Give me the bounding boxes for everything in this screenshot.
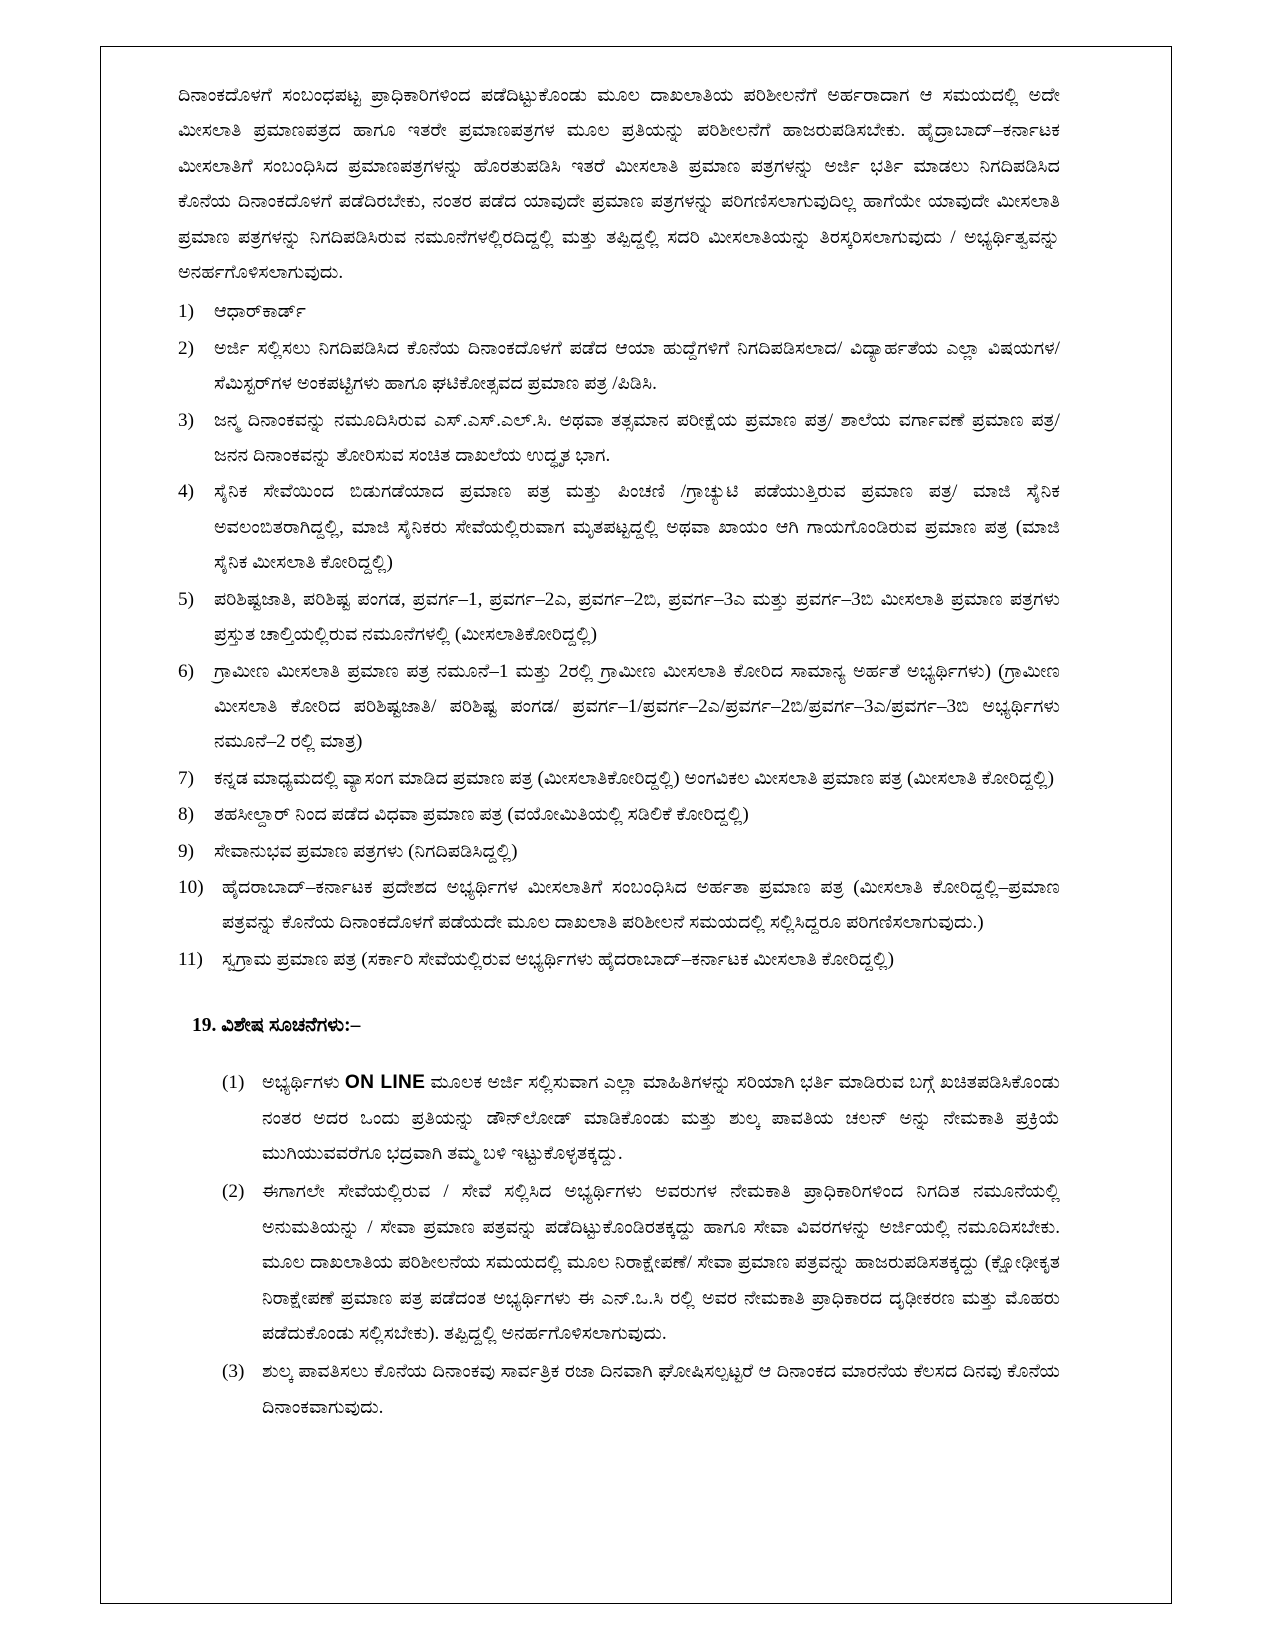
list-item (178, 582, 1060, 653)
list-marker: 6) (178, 660, 194, 682)
list-item-text: ಅರ್ಜಿ ಸಲ್ಲಿಸಲು ನಿಗದಿಪಡಿಸಿದ ಕೊನೆಯ ದಿನಾಂಕದೊಳಗೆ ಪಡೆದ ಆಯಾ ಹುದ್ದೆಗಳಿಗೆ ನಿಗದಿಪಡಿಸಲಾದ/ ವಿದ್ಯಾರ್ಹತೆಯ ಎಲ್ಲಾ ವಿಷಯಗಳ/ ಸೆಮಿಸ್ಟರ್‌ಗಳ ಅಂಕಪಟ್ಟಿಗಳು ಹಾಗೂ ಘಟಿಕೋತ್ಸವದ ಪ್ರಮಾಣ ಪತ್ರ /ಪಿಡಿಸಿ. (214, 337, 1060, 395)
list-item-text: ಕನ್ನಡ ಮಾಧ್ಯಮದಲ್ಲಿ ವ್ಯಾಸಂಗ ಮಾಡಿದ ಪ್ರಮಾಣ ಪತ್ರ (ಮೀಸಲಾತಿಕೋರಿದ್ದಲ್ಲಿ) ಅಂಗವಿಕಲ ಮೀಸಲಾತಿ ಪ್ರಮಾಣ ಪತ್ರ (ಮೀಸಲಾತಿ ಕೋರಿದ್ದಲ್ಲಿ) (214, 767, 1055, 789)
list-marker: (3) (222, 1360, 245, 1382)
required-documents-list (178, 294, 1060, 977)
list-item (178, 834, 1060, 869)
list-marker: 3) (178, 409, 194, 431)
instruction-text-before: ಅಭ್ಯರ್ಥಿಗಳು (262, 1072, 345, 1094)
list-marker: 7) (178, 767, 194, 789)
intro-paragraph: ದಿನಾಂಕದೊಳಗೆ ಸಂಬಂಧಪಟ್ಟ ಪ್ರಾಧಿಕಾರಿಗಳಿಂದ ಪಡೆದಿಟ್ಟುಕೊಂಡು ಮೂಲ ದಾಖಲಾತಿಯ ಪರಿಶೀಲನೆಗೆ ಅರ್ಹರಾದಾಗ ಆ ಸಮಯದಲ್ಲಿ ಅದೇ ಮೀಸಲಾತಿ ಪ್ರಮಾಣಪತ್ರದ ಹಾಗೂ ಇತರೇ ಪ್ರಮಾಣಪತ್ರಗಳ ಮೂಲ ಪ್ರತಿಯನ್ನು ಪರಿಶೀಲನೆಗೆ ಹಾಜರುಪಡಿಸಬೇಕು. ಹೈದ್ರಾಬಾದ್–ಕರ್ನಾಟಕ ಮೀಸಲಾತಿಗೆ ಸಂಬಂಧಿಸಿದ ಪ್ರಮಾಣಪತ್ರಗಳನ್ನು ಹೊರತುಪಡಿಸಿ ಇತರೆ ಮೀಸಲಾತಿ ಪ್ರಮಾಣ ಪತ್ರಗಳನ್ನು ಅರ್ಜಿ ಭರ್ತಿ ಮಾಡಲು ನಿಗದಿಪಡಿಸಿದ ಕೊನೆಯ ದಿನಾಂಕದೊಳಗೆ ಪಡೆದಿರಬೇಕು, ನಂತರ ಪಡೆದ ಯಾವುದೇ ಪ್ರಮಾಣ ಪತ್ರಗಳನ್ನು ಪರಿಗಣಿಸಲಾಗುವುದಿಲ್ಲ ಹಾಗೆಯೇ ಯಾವುದೇ ಮೀಸಲಾತಿ ಪ್ರಮಾಣ ಪತ್ರಗಳನ್ನು ನಿಗದಿಪಡಿಸಿರುವ ನಮೂನೆಗಳಲ್ಲಿರದಿದ್ದಲ್ಲಿ ಮತ್ತು ತಪ್ಪಿದ್ದಲ್ಲಿ ಸದರಿ ಮೀಸಲಾತಿಯನ್ನು ತಿರಸ್ಕರಿಸಲಾಗುವುದು / ಅಭ್ಯರ್ಥಿತ್ವವನ್ನು ಅನರ್ಹಗೊಳಿಸಲಾಗುವುದು. (178, 85, 1060, 284)
list-item (178, 474, 1060, 580)
list-marker: 10) (178, 876, 204, 898)
online-emphasis: ON LINE (344, 1072, 426, 1094)
list-marker: 2) (178, 337, 194, 359)
list-item-text: ಹೈದರಾಬಾದ್–ಕರ್ನಾಟಕ ಪ್ರದೇಶದ ಅಭ್ಯರ್ಥಿಗಳ ಮೀಸಲಾತಿಗೆ ಸಂಬಂಧಿಸಿದ ಅರ್ಹತಾ ಪ್ರಮಾಣ ಪತ್ರ (ಮೀಸಲಾತಿ ಕೋರಿದ್ದಲ್ಲಿ–ಪ್ರಮಾಣ ಪತ್ರವನ್ನು ಕೊನೆಯ ದಿನಾಂಕದೊಳಗೆ ಪಡೆಯದೇ ಮೂಲ ದಾಖಲಾತಿ ಪರಿಶೀಲನೆ ಸಮಯದಲ್ಲಿ ಸಲ್ಲಿಸಿದ್ದರೂ ಪರಿಗಣಿಸಲಾಗುವುದು.) (222, 876, 1060, 934)
list-item-text: ಆಧಾರ್‌ಕಾರ್ಡ್ (214, 301, 306, 323)
list-item (178, 294, 1060, 329)
instruction-text-after: ಮೂಲಕ ಅರ್ಜಿ ಸಲ್ಲಿಸುವಾಗ ಎಲ್ಲಾ ಮಾಹಿತಿಗಳನ್ನು ಸರಿಯಾಗಿ ಭರ್ತಿ ಮಾಡಿರುವ ಬಗ್ಗೆ ಖಚಿತಪಡಿಸಿಕೊಂಡು ನಂತರ ಅದರ ಒಂದು ಪ್ರತಿಯನ್ನು ಡೌನ್‌ಲೋಡ್ ಮಾಡಿಕೊಂಡು ಮತ್ತು ಶುಲ್ಕ ಪಾವತಿಯ ಚಲನ್ ಅನ್ನು ನೇಮಕಾತಿ ಪ್ರಕ್ರಿಯೆ ಮುಗಿಯುವವರೆಗೂ ಭದ್ರವಾಗಿ ತಮ್ಮ ಬಳಿ ಇಟ್ಟುಕೊಳ್ಳತಕ್ಕದ್ದು. (262, 1072, 1060, 1165)
list-marker: (2) (222, 1180, 245, 1202)
list-item (178, 797, 1060, 832)
list-marker: 4) (178, 481, 194, 503)
special-instructions-list (222, 1065, 1060, 1425)
list-item (178, 942, 1060, 977)
list-marker: 11) (178, 948, 203, 970)
list-item-text: ಸೈನಿಕ ಸೇವೆಯಿಂದ ಬಿಡುಗಡೆಯಾದ ಪ್ರಮಾಣ ಪತ್ರ ಮತ್ತು ಪಿಂಚಣಿ /ಗ್ರಾಚ್ಯುಟಿ ಪಡೆಯುತ್ತಿರುವ ಪ್ರಮಾಣ ಪತ್ರ/ ಮಾಜಿ ಸೈನಿಕ ಅವಲಂಬಿತರಾಗಿದ್ದಲ್ಲಿ, ಮಾಜಿ ಸೈನಿಕರು ಸೇವೆಯಲ್ಲಿರುವಾಗ ಮೃತಪಟ್ಟದ್ದಲ್ಲಿ ಅಥವಾ ಖಾಯಂ ಆಗಿ ಗಾಯಗೊಂಡಿರುವ ಪ್ರಮಾಣ ಪತ್ರ (ಮಾಜಿ ಸೈನಿಕ ಮೀಸಲಾತಿ ಕೋರಿದ್ದಲ್ಲಿ) (214, 481, 1060, 574)
list-marker: 1) (178, 301, 194, 323)
list-item-text: ಸ್ವಗ್ರಾಮ ಪ್ರಮಾಣ ಪತ್ರ (ಸರ್ಕಾರಿ ಸೇವೆಯಲ್ಲಿರುವ ಅಭ್ಯರ್ಥಿಗಳು ಹೈದರಾಬಾದ್–ಕರ್ನಾಟಕ ಮೀಸಲಾತಿ ಕೋರಿದ್ದಲ್ಲಿ) (222, 948, 894, 970)
list-item (178, 331, 1060, 402)
list-item-text: ತಹಸೀಲ್ದಾರ್ ನಿಂದ ಪಡೆದ ವಿಧವಾ ಪ್ರಮಾಣ ಪತ್ರ (ವಯೋಮಿತಿಯಲ್ಲಿ ಸಡಿಲಿಕೆ ಕೋರಿದ್ದಲ್ಲಿ) (214, 804, 749, 826)
list-marker: 8) (178, 804, 194, 826)
list-item-text (262, 1065, 1060, 1172)
list-item (178, 403, 1060, 474)
page-content (178, 78, 1060, 1427)
list-item-text: ಗ್ರಾಮೀಣ ಮೀಸಲಾತಿ ಪ್ರಮಾಣ ಪತ್ರ ನಮೂನೆ–1 ಮತ್ತು 2ರಲ್ಲಿ ಗ್ರಾಮೀಣ ಮೀಸಲಾತಿ ಕೋರಿದ ಸಾಮಾನ್ಯ ಅರ್ಹತೆ ಅಭ್ಯರ್ಥಿಗಳು) (ಗ್ರಾಮೀಣ ಮೀಸಲಾತಿ ಕೋರಿದ ಪರಿಶಿಷ್ಟಜಾತಿ/ ಪರಿಶಿಷ್ಟ ಪಂಗಡ/ ಪ್ರವರ್ಗ–1/ಪ್ರವರ್ಗ–2ಎ/ಪ್ರವರ್ಗ–2ಬಿ/ಪ್ರವರ್ಗ–3ಎ/ಪ್ರವರ್ಗ–3ಬಿ ಅಭ್ಯರ್ಥಿಗಳು ನಮೂನೆ–2 ರಲ್ಲಿ ಮಾತ್ರ) (214, 660, 1060, 753)
list-marker: 5) (178, 588, 194, 610)
list-item-text: ಈಗಾಗಲೇ ಸೇವೆಯಲ್ಲಿರುವ / ಸೇವೆ ಸಲ್ಲಿಸಿದ ಅಭ್ಯರ್ಥಿಗಳು ಅವರುಗಳ ನೇಮಕಾತಿ ಪ್ರಾಧಿಕಾರಿಗಳಿಂದ ನಿಗದಿತ ನಮೂನೆಯಲ್ಲಿ ಅನುಮತಿಯನ್ನು / ಸೇವಾ ಪ್ರಮಾಣ ಪತ್ರವನ್ನು ಪಡೆದಿಟ್ಟುಕೊಂಡಿರತಕ್ಕದ್ದು ಹಾಗೂ ಸೇವಾ ವಿವರಗಳನ್ನು ಅರ್ಜಿಯಲ್ಲಿ ನಮೂದಿಸಬೇಕು. ಮೂಲ ದಾಖಲಾತಿಯ ಪರಿಶೀಲನೆಯ ಸಮಯದಲ್ಲಿ ಮೂಲ ನಿರಾಕ್ಷೇಪಣೆ/ ಸೇವಾ ಪ್ರಮಾಣ ಪತ್ರವನ್ನು ಹಾಜರುಪಡಿಸತಕ್ಕದ್ದು (ಕ್ಷೋಢೀಕೃತ ನಿರಾಕ್ಷೇಪಣೆ ಪ್ರಮಾಣ ಪತ್ರ ಪಡೆದಂತ ಅಭ್ಯರ್ಥಿಗಳು ಈ ಎನ್.ಒ.ಸಿ ರಲ್ಲಿ ಅವರ ನೇಮಕಾತಿ ಪ್ರಾಧಿಕಾರದ ದೃಢೀಕರಣ ಮತ್ತು ಮೊಹರು ಪಡೆದುಕೊಂಡು ಸಲ್ಲಿಸಬೇಕು). ತಪ್ಪಿದ್ದಲ್ಲಿ ಅನರ್ಹಗೊಳಿಸಲಾಗುವುದು. (262, 1180, 1060, 1345)
list-item (222, 1174, 1060, 1352)
list-item (222, 1354, 1060, 1425)
section-19-heading: 19. ವಿಶೇಷ ಸೂಚನೆಗಳು:– (192, 1015, 361, 1037)
list-item (178, 654, 1060, 760)
list-item-text: ಸೇವಾನುಭವ ಪ್ರಮಾಣ ಪತ್ರಗಳು (ನಿಗದಿಪಡಿಸಿದ್ದಲ್ಲಿ) (214, 840, 518, 862)
list-item-text: ಶುಲ್ಕ ಪಾವತಿಸಲು ಕೊನೆಯ ದಿನಾಂಕವು ಸಾರ್ವತ್ರಿಕ ರಜಾ ದಿನವಾಗಿ ಘೋಷಿಸಲ್ಪಟ್ಟರೆ ಆ ದಿನಾಂಕದ ಮಾರನೆಯ ಕೆಲಸದ ದಿನವು ಕೊನೆಯ ದಿನಾಂಕವಾಗುವುದು. (262, 1360, 1060, 1418)
list-marker: 9) (178, 840, 194, 862)
list-item (178, 870, 1060, 941)
list-item-text: ಪರಿಶಿಷ್ಟಜಾತಿ, ಪರಿಶಿಷ್ಟ ಪಂಗಡ, ಪ್ರವರ್ಗ–1, ಪ್ರವರ್ಗ–2ಎ, ಪ್ರವರ್ಗ–2ಬಿ, ಪ್ರವರ್ಗ–3ಎ ಮತ್ತು ಪ್ರವರ್ಗ–3ಬಿ ಮೀಸಲಾತಿ ಪ್ರಮಾಣ ಪತ್ರಗಳು ಪ್ರಸ್ತುತ ಚಾಲ್ತಿಯಲ್ಲಿರುವ ನಮೂನೆಗಳಲ್ಲಿ (ಮೀಸಲಾತಿಕೋರಿದ್ದಲ್ಲಿ) (214, 588, 1060, 646)
list-marker: (1) (222, 1072, 245, 1094)
list-item (178, 761, 1060, 796)
list-item-text: ಜನ್ಮ ದಿನಾಂಕವನ್ನು ನಮೂದಿಸಿರುವ ಎಸ್.ಎಸ್.ಎಲ್.ಸಿ. ಅಥವಾ ತತ್ಸಮಾನ ಪರೀಕ್ಷೆಯ ಪ್ರಮಾಣ ಪತ್ರ/ ಶಾಲೆಯ ವರ್ಗಾವಣೆ ಪ್ರಮಾಣ ಪತ್ರ/ ಜನನ ದಿನಾಂಕವನ್ನು ತೋರಿಸುವ ಸಂಚಿತ ದಾಖಲೆಯ ಉದ್ಧೃತ ಭಾಗ. (214, 409, 1060, 467)
list-item (222, 1065, 1060, 1172)
